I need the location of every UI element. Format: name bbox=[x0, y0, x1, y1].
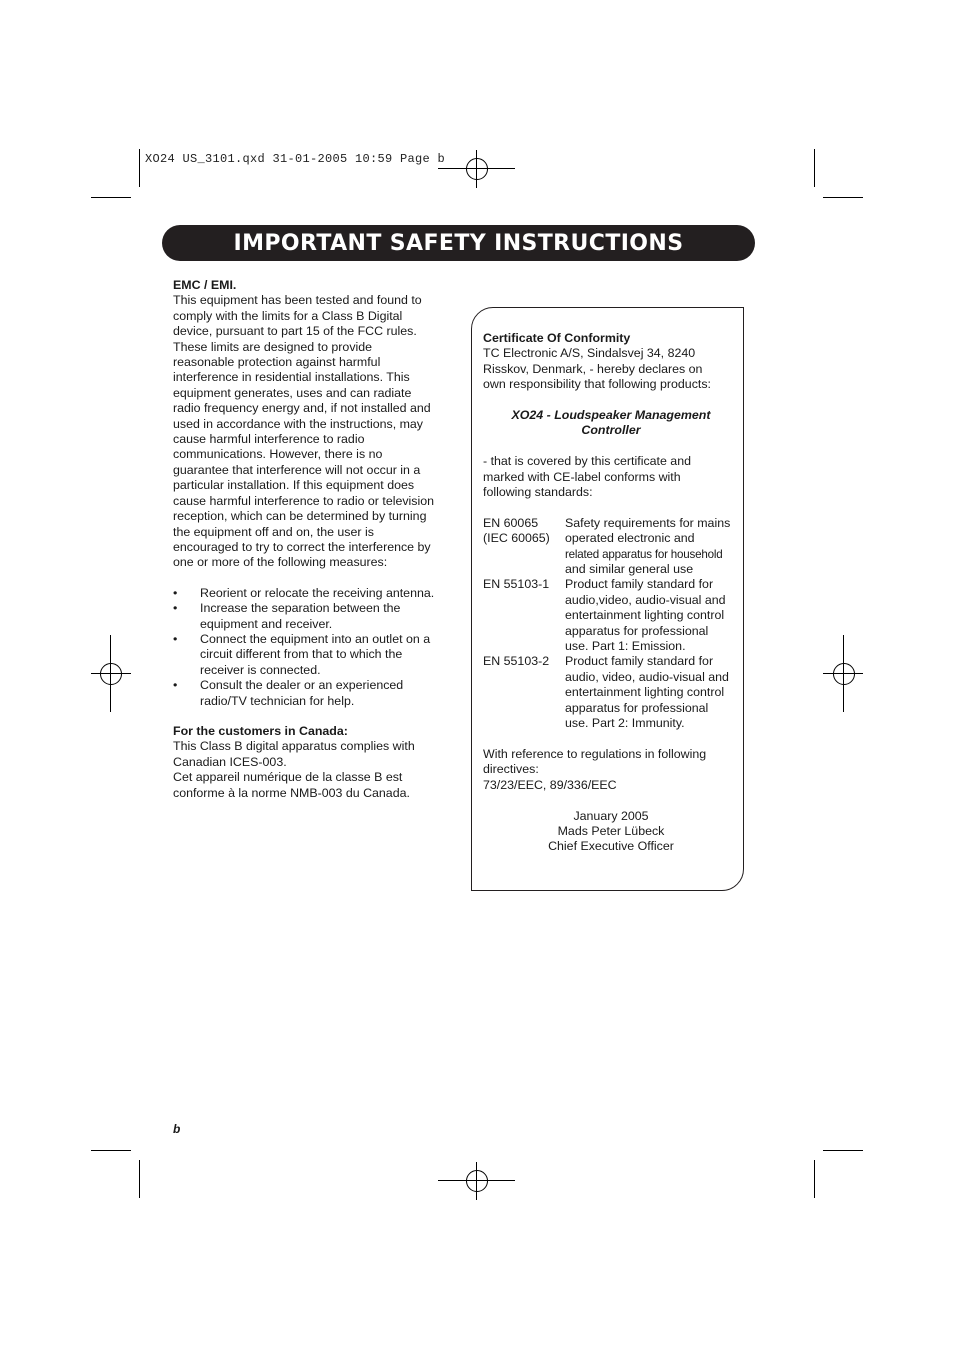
text-line: related apparatus for household bbox=[565, 547, 723, 561]
text-line: Increase the separation between the bbox=[200, 601, 401, 616]
text-line: comply with the limits for a Class B Digital bbox=[173, 308, 403, 323]
standard-code bbox=[483, 516, 565, 578]
text-line: radio frequency energy and, if not installed and bbox=[173, 401, 431, 416]
registration-circle bbox=[833, 663, 855, 685]
canada-heading: For the customers in Canada: bbox=[173, 723, 348, 738]
text-line: Risskov, Denmark, - hereby declares on bbox=[483, 361, 703, 376]
emc-section bbox=[173, 278, 448, 801]
bullet: • bbox=[173, 631, 178, 646]
standard-description bbox=[565, 654, 739, 731]
text-line: Safety requirements for mains bbox=[565, 515, 731, 530]
product-name bbox=[483, 408, 739, 439]
bullet: • bbox=[173, 678, 178, 693]
text-line: operated electronic and bbox=[565, 531, 695, 546]
standard-row bbox=[483, 654, 739, 731]
signatory-title: Chief Executive Officer bbox=[548, 839, 674, 854]
crop-mark bbox=[814, 149, 815, 187]
text-line: equipment generates, uses and can radiate bbox=[173, 385, 412, 400]
text-line: equipment and receiver. bbox=[200, 616, 333, 631]
text-line: Reorient or relocate the receiving antenna. bbox=[200, 585, 435, 600]
list-item bbox=[173, 586, 448, 601]
crop-mark bbox=[814, 1160, 815, 1198]
text-line: entertainment lighting control bbox=[565, 608, 725, 623]
signatory-name: Mads Peter Lübeck bbox=[557, 823, 665, 838]
bullet: • bbox=[173, 601, 178, 616]
text-line: audio,video, audio-visual and bbox=[565, 592, 726, 607]
text-line: Cet appareil numérique de la classe B est bbox=[173, 770, 403, 785]
text-line: own responsibility that following products: bbox=[483, 377, 711, 392]
crop-mark bbox=[139, 149, 140, 187]
text-line: following standards: bbox=[483, 485, 593, 500]
crop-mark bbox=[91, 1150, 131, 1151]
list-item bbox=[173, 678, 448, 709]
list-item bbox=[173, 601, 448, 632]
text-line: radio/TV technician for help. bbox=[200, 693, 355, 708]
text-line: one or more of the following measures: bbox=[173, 555, 388, 570]
text-line: These limits are designed to provide bbox=[173, 339, 373, 354]
text-line: Controller bbox=[581, 423, 641, 438]
text-line: use. Part 2: Immunity. bbox=[565, 716, 685, 731]
text-line: communications. However, there is no bbox=[173, 447, 383, 462]
text-line: (IEC 60065) bbox=[483, 531, 550, 546]
text-line: apparatus for professional bbox=[565, 700, 709, 715]
text-line: - that is covered by this certificate and bbox=[483, 454, 691, 469]
title-banner bbox=[162, 225, 755, 261]
text-line: Product family standard for bbox=[565, 577, 714, 592]
text-line: the equipment off and on, the user is bbox=[173, 524, 374, 539]
text-line: EN 60065 bbox=[483, 515, 539, 530]
standard-code bbox=[483, 577, 565, 654]
registration-circle bbox=[466, 158, 488, 180]
standard-row bbox=[483, 516, 739, 578]
registration-circle bbox=[100, 663, 122, 685]
crop-mark bbox=[823, 1150, 863, 1151]
text-line: device, pursuant to part 15 of the FCC rules. bbox=[173, 324, 417, 339]
text-line: particular installation. If this equipment does bbox=[173, 478, 415, 493]
text-line: guarantee that interference will not occur in a bbox=[173, 462, 421, 477]
text-line: This Class B digital apparatus complies with bbox=[173, 739, 415, 754]
text-line: XO24 - Loudspeaker Management bbox=[511, 408, 711, 423]
signature-date: January 2005 bbox=[573, 808, 649, 823]
page-title: IMPORTANT SAFETY INSTRUCTIONS bbox=[233, 230, 684, 256]
text-line: reception, which can be determined by turning bbox=[173, 509, 427, 524]
text-line: receiver is connected. bbox=[200, 662, 321, 677]
text-line: 73/23/EEC, 89/336/EEC bbox=[483, 777, 617, 792]
text-line: Canadian ICES-003. bbox=[173, 754, 287, 769]
standard-description bbox=[565, 516, 739, 578]
text-line: EN 55103-2 bbox=[483, 654, 550, 669]
certificate-heading: Certificate Of Conformity bbox=[483, 331, 631, 345]
text-line: used in accordance with the instructions, may bbox=[173, 416, 424, 431]
text-line: Product family standard for bbox=[565, 654, 714, 669]
measures-list bbox=[173, 586, 448, 709]
emc-body bbox=[173, 293, 448, 570]
text-line: Connect the equipment into an outlet on a bbox=[200, 631, 431, 646]
text-line: cause harmful interference to radio bbox=[173, 432, 365, 447]
canada-section bbox=[173, 724, 448, 801]
text-line: This equipment has been tested and found to bbox=[173, 293, 422, 308]
crop-mark bbox=[823, 197, 863, 198]
text-line: TC Electronic A/S, Sindalsvej 34, 8240 bbox=[483, 346, 696, 361]
text-line: apparatus for professional bbox=[565, 623, 709, 638]
certificate-content bbox=[483, 331, 739, 855]
text-line: interference in residential installations. This bbox=[173, 370, 410, 385]
standard-description bbox=[565, 577, 739, 654]
text-line: encouraged to try to correct the interference by bbox=[173, 539, 431, 554]
crop-mark bbox=[139, 1160, 140, 1198]
text-line: conforme à la norme NMB-003 du Canada. bbox=[173, 785, 410, 800]
text-line: reasonable protection against harmful bbox=[173, 355, 381, 370]
text-line: circuit different from that to which the bbox=[200, 647, 403, 662]
emc-heading: EMC / EMI. bbox=[173, 278, 237, 292]
text-line: use. Part 1: Emission. bbox=[565, 639, 686, 654]
list-item bbox=[173, 632, 448, 678]
text-line: and similar general use bbox=[565, 562, 694, 577]
registration-circle bbox=[466, 1170, 488, 1192]
bullet: • bbox=[173, 585, 178, 600]
slug-line: XO24 US_3101.qxd 31-01-2005 10:59 Page b bbox=[145, 152, 446, 166]
certificate-box bbox=[471, 307, 744, 891]
text-line: EN 55103-1 bbox=[483, 577, 550, 592]
text-line: marked with CE-label conforms with bbox=[483, 469, 681, 484]
text-line: Consult the dealer or an experienced bbox=[200, 678, 404, 693]
text-line: audio, video, audio-visual and bbox=[565, 669, 729, 684]
standard-code bbox=[483, 654, 565, 731]
text-line: cause harmful interference to radio or television bbox=[173, 493, 435, 508]
text-line: directives: bbox=[483, 762, 539, 777]
text-line: entertainment lighting control bbox=[565, 685, 725, 700]
standard-row bbox=[483, 577, 739, 654]
text-line: With reference to regulations in following bbox=[483, 746, 707, 761]
crop-mark bbox=[91, 197, 131, 198]
signature-block bbox=[483, 809, 739, 855]
page-number: b bbox=[173, 1122, 181, 1136]
